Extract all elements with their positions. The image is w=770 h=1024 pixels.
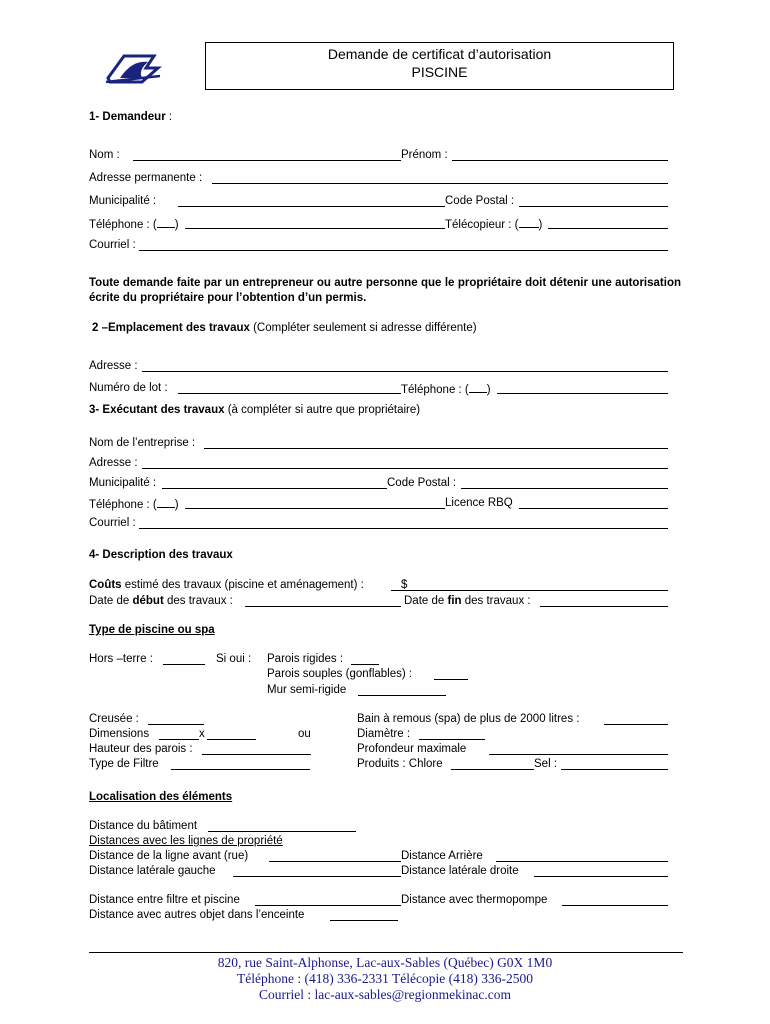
courriel-label: Courriel : [89, 239, 136, 251]
owner-authorization-notice: Toute demande faite par un entrepreneur ou autre personne que le propriétaire doit détenir une autorisation écrite du propriétaire pour l’obtention d’un permis. [89, 277, 681, 304]
nom-entreprise-field[interactable] [204, 448, 668, 449]
dollar-sign: $ [401, 579, 408, 591]
creusee-label: Creusée : [89, 713, 139, 725]
section4-heading: 4- Description des travaux [89, 549, 233, 561]
bain-remous-field[interactable] [604, 724, 668, 725]
creusee-field[interactable] [148, 724, 204, 725]
sel-label: Sel : [534, 758, 558, 770]
chlore-field[interactable] [451, 769, 534, 770]
municipalite-label: Municipalité : [89, 195, 157, 207]
executant-code-postal-field[interactable] [461, 488, 668, 489]
bain-remous-label: Bain à remous (spa) de plus de 2000 litres : [357, 713, 580, 725]
municipal-logo [102, 48, 164, 86]
laterale-gauche-label: Distance latérale gauche [89, 865, 216, 877]
nom-label: Nom : [89, 149, 120, 161]
type-piscine-heading: Type de piscine ou spa [89, 624, 215, 636]
autres-objets-label: Distance avec autres objet dans l’enceinte [89, 909, 305, 921]
distance-batiment-label: Distance du bâtiment [89, 820, 198, 832]
diametre-field[interactable] [419, 739, 485, 740]
nom-field[interactable] [133, 160, 401, 161]
footer-email: Courriel : lac-aux-sables@regionmekinac.com [259, 987, 511, 1002]
thermopompe-label: Distance avec thermopompe [401, 894, 548, 906]
executant-telephone-field[interactable] [185, 508, 445, 509]
distance-arriere-label: Distance Arrière [401, 850, 483, 862]
ou-label: ou [298, 728, 311, 740]
laterale-droite-field[interactable] [534, 876, 668, 877]
thermopompe-field[interactable] [562, 905, 668, 906]
distance-batiment-field[interactable] [208, 831, 356, 832]
municipalite-field[interactable] [178, 206, 445, 207]
dimensions-label: Dimensions [89, 728, 150, 740]
dimensions-x: x [199, 728, 205, 740]
hors-terre-label: Hors –terre : [89, 653, 153, 665]
section3-heading: 3- Exécutant des travaux (à compléter si autre que propriétaire) [89, 404, 421, 416]
laterale-droite-label: Distance latérale droite [401, 865, 519, 877]
type-filtre-field[interactable] [171, 769, 310, 770]
executant-courriel-label: Courriel : [89, 517, 136, 529]
emplacement-telephone-field[interactable] [497, 393, 668, 394]
emplacement-adresse-field[interactable] [142, 371, 668, 372]
executant-municipalite-label: Municipalité : [89, 477, 157, 489]
adresse-permanente-field[interactable] [212, 183, 668, 184]
executant-code-postal-label: Code Postal : [387, 477, 457, 489]
licence-rbq-field[interactable] [519, 508, 668, 509]
code-postal-label: Code Postal : [445, 195, 515, 207]
emplacement-telephone-label: Téléphone : ( ) [401, 381, 491, 397]
parois-souples-field[interactable] [434, 679, 468, 680]
dimensions-field-1[interactable] [159, 739, 199, 740]
profondeur-field[interactable] [489, 754, 668, 755]
section2-heading: 2 –Emplacement des travaux (Compléter seulement si adresse différente) [92, 322, 477, 334]
type-filtre-label: Type de Filtre [89, 758, 159, 770]
footer-phones: Téléphone : (418) 336-2331 Télécopie (418) 336-2500 [237, 971, 533, 986]
telephone-label: Téléphone : ( ) [89, 216, 179, 232]
executant-adresse-field[interactable] [142, 468, 668, 469]
hauteur-parois-field[interactable] [202, 754, 311, 755]
form-title-box [205, 42, 674, 90]
section1-heading: 1- Demandeur : [89, 111, 173, 123]
hauteur-parois-label: Hauteur des parois : [89, 743, 193, 755]
footer-address: 820, rue Saint-Alphonse, Lac-aux-Sables (Québec) G0X 1M0 [217, 955, 553, 970]
telephone-field[interactable] [185, 228, 445, 229]
produits-chlore-label: Produits : Chlore [357, 758, 443, 770]
nom-entreprise-label: Nom de l’entreprise : [89, 437, 196, 449]
parois-rigides-label: Parois rigides : [267, 653, 344, 665]
sel-field[interactable] [561, 769, 668, 770]
parois-souples-label: Parois souples (gonflables) : [267, 668, 413, 680]
diametre-label: Diamètre : [357, 728, 411, 740]
footer-divider [89, 952, 683, 953]
ligne-avant-label: Distance de la ligne avant (rue) [89, 850, 249, 862]
mur-semi-rigide-label: Mur semi-rigide [267, 684, 347, 696]
ligne-avant-field[interactable] [269, 861, 401, 862]
parois-rigides-field[interactable] [351, 664, 379, 665]
prenom-label: Prénom : [401, 149, 448, 161]
filtre-piscine-label: Distance entre filtre et piscine [89, 894, 240, 906]
profondeur-label: Profondeur maximale [357, 743, 467, 755]
licence-rbq-label: Licence RBQ [445, 497, 513, 509]
executant-adresse-label: Adresse : [89, 457, 138, 469]
executant-telephone-label: Téléphone : ( ) [89, 496, 179, 512]
form-title: Demande de certificat d’autorisation [327, 46, 552, 62]
executant-courriel-field[interactable] [139, 528, 668, 529]
couts-field[interactable] [391, 590, 668, 591]
courriel-field[interactable] [139, 250, 668, 251]
emplacement-adresse-label: Adresse : [89, 360, 138, 372]
prenom-field[interactable] [452, 160, 668, 161]
couts-label: Coûts estimé des travaux (piscine et aménagement) : [89, 579, 364, 591]
dimensions-field-2[interactable] [207, 739, 256, 740]
adresse-permanente-label: Adresse permanente : [89, 172, 203, 184]
si-oui-label: Si oui : [216, 653, 252, 665]
autres-objets-field[interactable] [330, 920, 398, 921]
telecopieur-field[interactable] [548, 228, 668, 229]
date-fin-field[interactable] [540, 606, 668, 607]
date-debut-label: Date de début des travaux : [89, 595, 233, 607]
filtre-piscine-field[interactable] [255, 905, 401, 906]
hors-terre-field[interactable] [163, 664, 205, 665]
date-fin-label: Date de fin des travaux : [404, 595, 531, 607]
executant-municipalite-field[interactable] [162, 488, 387, 489]
numero-lot-field[interactable] [178, 393, 401, 394]
form-subtitle: PISCINE [411, 64, 468, 80]
distances-lignes-label: Distances avec les lignes de propriété [89, 835, 283, 847]
code-postal-field[interactable] [519, 206, 668, 207]
laterale-gauche-field[interactable] [233, 876, 401, 877]
mur-semi-rigide-field[interactable] [358, 695, 446, 696]
localisation-heading: Localisation des éléments [89, 791, 233, 803]
distance-arriere-field[interactable] [496, 861, 668, 862]
telecopieur-label: Télécopieur : ( ) [445, 216, 542, 232]
date-debut-field[interactable] [245, 606, 401, 607]
numero-lot-label: Numéro de lot : [89, 382, 168, 394]
